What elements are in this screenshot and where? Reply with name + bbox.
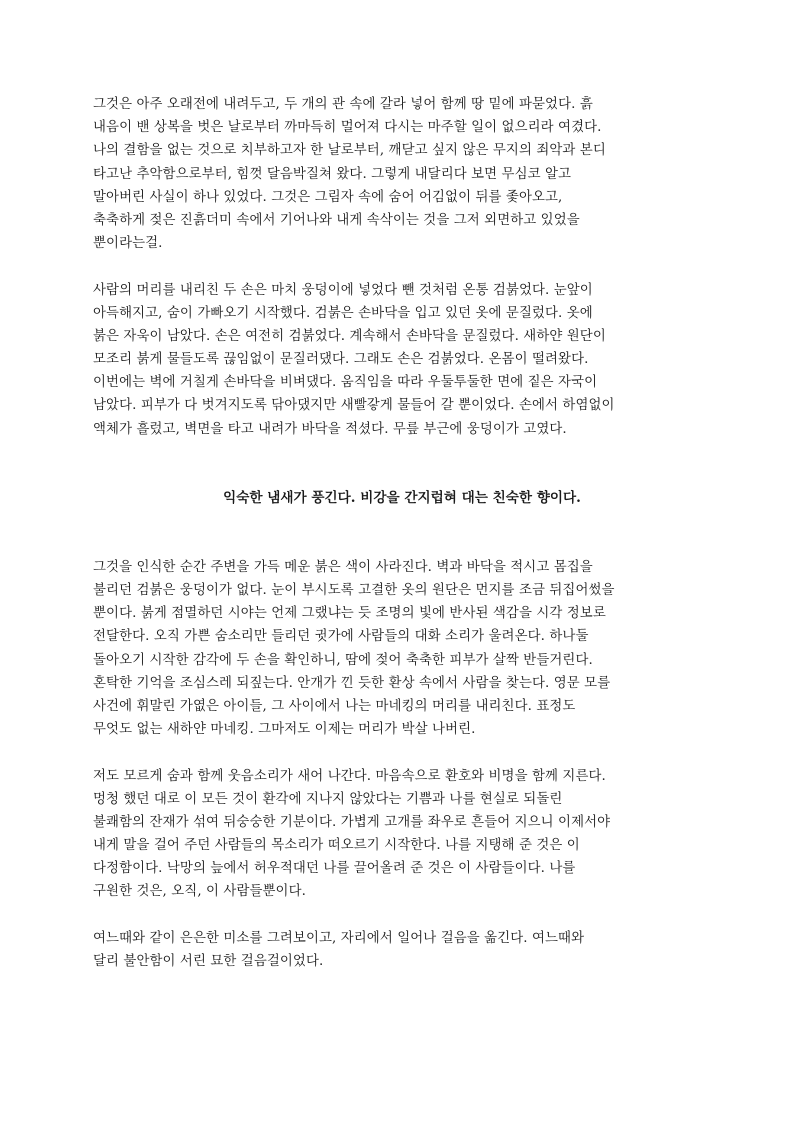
paragraph-line: 무엇도 없는 새하얀 마네킹. 그마저도 이제는 머리가 박살 나버린. <box>93 722 476 738</box>
paragraph-line: 내게 말을 걸어 주던 사람들의 목소리가 떠오르기 시작한다. 나를 지탱해 준 것은 이 <box>93 838 580 854</box>
paragraph-line: 타고난 추악함으로부터, 힘껏 달음박질쳐 왔다. 그렇게 내달리다 보면 무심코 알고 <box>93 166 572 182</box>
paragraph-line: 전달한다. 오직 가쁜 숨소리만 들리던 귓가에 사람들의 대화 소리가 울려온다. 하나둘 <box>93 629 589 645</box>
paragraph-line: 그것은 아주 오래전에 내려두고, 두 개의 관 속에 갈라 넣어 함께 땅 밑에 파묻었다. 흙 <box>93 97 593 112</box>
paragraph-line: 저도 모르게 숨과 함께 웃음소리가 새어 나간다. 마음속으로 환호와 비명을 함께 지른다. <box>93 768 606 784</box>
paragraph-line: 내음이 밴 상복을 벗은 날로부터 까마득히 멀어져 다시는 마주할 일이 없으리라 여겼다. <box>93 120 602 136</box>
paragraph-4 <box>93 765 711 904</box>
paragraph-line: 붉은 자욱이 남았다. 손은 여전히 검붉었다. 계속해서 손바닥을 문질렀다. 새하얀 원단이 <box>93 328 606 344</box>
paragraph-5 <box>93 927 711 973</box>
paragraph-line: 이번에는 벽에 거칠게 손바닥을 비벼댔다. 움직임을 따라 우둘투둘한 면에 짙은 자국이 <box>93 375 598 391</box>
paragraph-line: 축축하게 젖은 진흙더미 속에서 기어나와 내게 속삭이는 것을 그저 외면하고 있었을 <box>93 212 580 228</box>
paragraph-gap <box>93 741 711 764</box>
paragraph-line: 돌아오기 시작한 감각에 두 손을 확인하니, 땀에 젖어 축축한 피부가 살짝 반들거린다. <box>93 652 593 668</box>
document-body <box>93 93 711 973</box>
heading-wrap <box>93 487 711 510</box>
paragraph-2 <box>93 279 711 441</box>
paragraph-line: 뿐이다. 붉게 점멸하던 시야는 언제 그랬냐는 듯 조명의 빛에 반사된 색감을 시각 정보로 <box>93 606 606 622</box>
paragraph-line: 사람의 머리를 내리친 두 손은 마치 웅덩이에 넣었다 뺀 것처럼 온통 검붉었다. 눈앞이 <box>93 282 593 298</box>
paragraph-line: 사건에 휘말린 가엾은 아이들, 그 사이에서 나는 마네킹의 머리를 내리친다. 표정도 <box>93 698 576 714</box>
paragraph-line: 구원한 것은, 오직, 이 사람들뿐이다. <box>93 884 306 900</box>
paragraph-line: 말아버린 사실이 하나 있었다. 그것은 그림자 속에 숨어 어김없이 뒤를 좇아오고, <box>93 189 563 205</box>
paragraph-gap <box>93 904 711 927</box>
paragraph-line: 불리던 검붉은 웅덩이가 없다. 눈이 부시도록 고결한 옷의 원단은 먼지를 조금 뒤집어썼을 <box>93 583 615 598</box>
heading-gap <box>93 510 711 556</box>
paragraph-line: 여느때와 같이 은은한 미소를 그려보이고, 자리에서 일어나 걸음을 옮긴다. 여느때와 <box>93 930 585 946</box>
paragraph-line: 모조리 붉게 물들도록 끊임없이 문질러댔다. 그래도 손은 검붉었다. 온몸이 떨려왔다. <box>93 352 589 368</box>
paragraph-3 <box>93 556 711 742</box>
paragraph-line: 뿐이라는걸. <box>93 236 163 252</box>
paragraph-gap <box>93 255 711 278</box>
paragraph-line: 다정함이다. 낙망의 늪에서 허우적대던 나를 끌어올려 준 것은 이 사람들이다. 나를 <box>93 861 576 877</box>
paragraph-line: 남았다. 피부가 다 벗겨지도록 닦아댔지만 새빨갛게 물들어 갈 뿐이었다. 손에서 하염없이 <box>93 398 615 414</box>
paragraph-line: 불쾌함의 잔재가 섞여 뒤숭숭한 기분이다. 가볍게 고개를 좌우로 흔들어 지으니 이제서야 <box>93 814 611 830</box>
paragraph-line: 멍청 했던 대로 이 모든 것이 환각에 지나지 않았다는 기쁨과 나를 현실로 되돌린 <box>93 791 563 807</box>
paragraph-line: 혼탁한 기억을 조심스레 되짚는다. 안개가 낀 듯한 환상 속에서 사람을 찾는다. 영문 모를 <box>93 675 611 691</box>
paragraph-line: 그것을 인식한 순간 주변을 가득 메운 붉은 색이 사라진다. 벽과 바닥을 적시고 몸집을 <box>93 559 593 575</box>
section-heading: 익숙한 냄새가 풍긴다. 비강을 간지럽혀 대는 친숙한 향이다. <box>223 489 581 506</box>
paragraph-line: 나의 결함을 없는 것으로 치부하고자 한 날로부터, 깨닫고 싶지 않은 무지의 죄악과 본디 <box>93 143 606 159</box>
paragraph-line: 아득해지고, 숨이 가빠오기 시작했다. 검붉은 손바닥을 입고 있던 옷에 문질렀다. 옷에 <box>93 305 593 321</box>
paragraph-1 <box>93 93 711 255</box>
paragraph-line: 달리 불안함이 서린 묘한 걸음걸이었다. <box>93 954 324 969</box>
paragraph-line: 액체가 흘렀고, 벽면을 타고 내려가 바닥을 적셨다. 무릎 부근에 웅덩이가 고였다. <box>93 421 567 437</box>
